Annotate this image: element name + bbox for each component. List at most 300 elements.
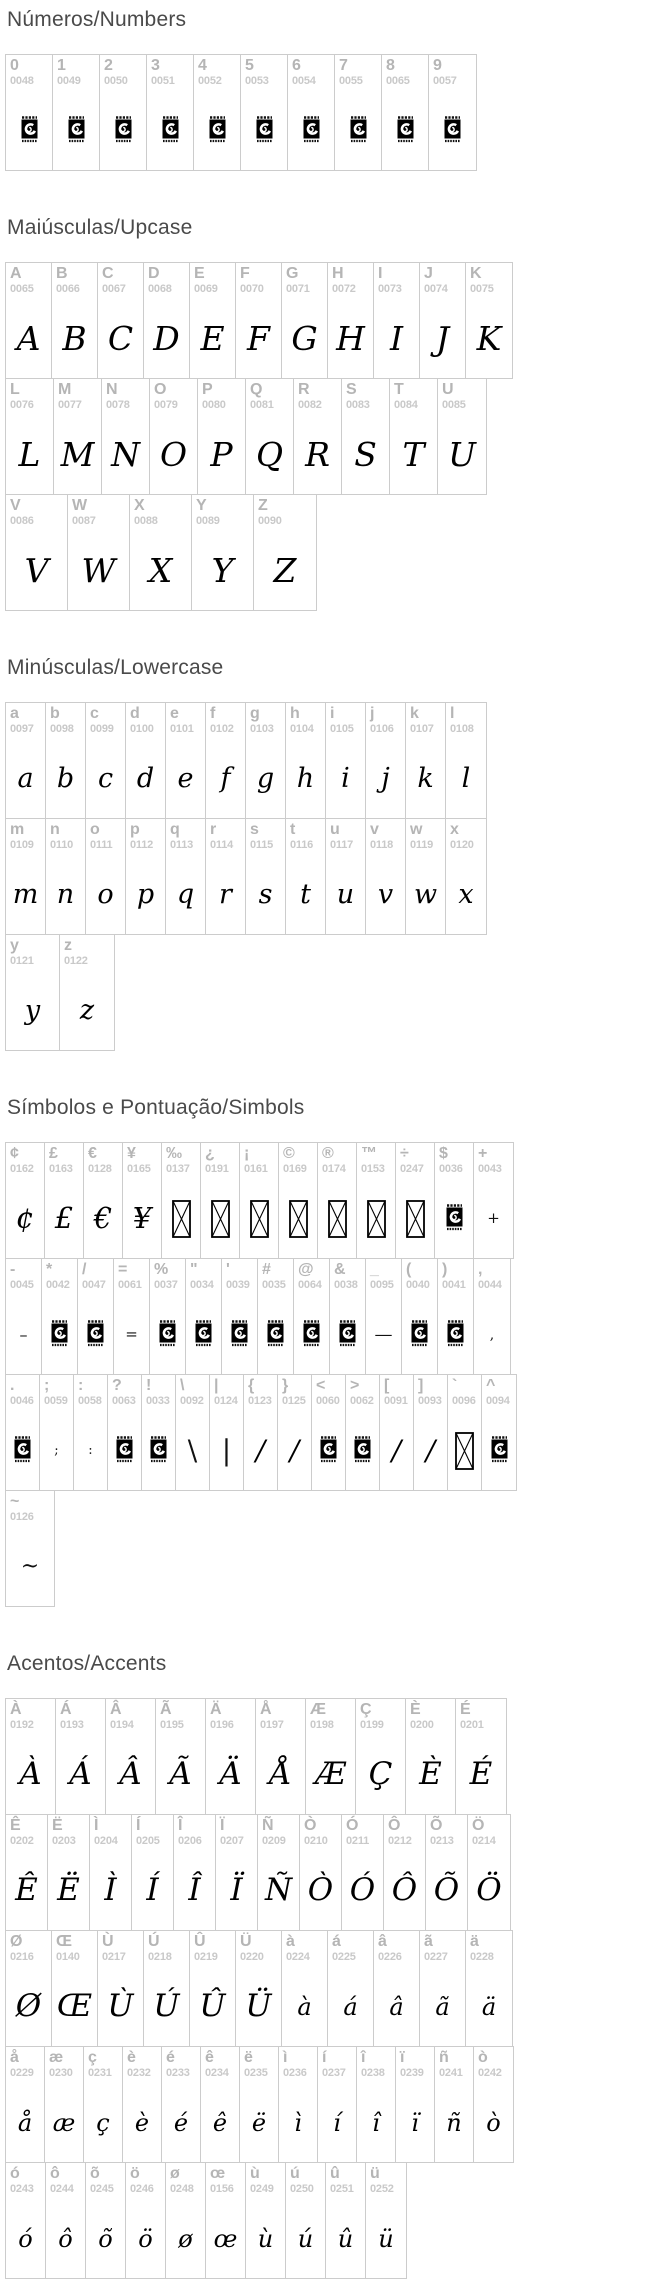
char-cell-0084 [390,379,438,494]
char-unicode: 0060 [316,1394,340,1407]
char-label: ì [283,2049,288,2066]
char-label: > [350,1377,360,1394]
char-cell-0036 [435,1143,474,1258]
char-unicode: 0225 [332,1950,356,1963]
char-unicode: 0088 [134,514,158,527]
char-unicode: 0241 [439,2066,463,2079]
section-3 [5,1096,661,1607]
glyph-preview: È [419,1756,442,1792]
char-unicode: 0038 [334,1278,358,1291]
char-unicode: 0080 [202,398,226,411]
char-label: + [478,1145,488,1162]
char-label: 4 [198,57,207,74]
character-grid [5,54,661,171]
glyph-preview [432,1303,479,1366]
char-unicode: 0207 [220,1834,244,1847]
char-cell-0067 [98,263,144,378]
char-unicode: 0195 [160,1718,184,1731]
foundry-demo-logo-icon [396,116,415,146]
glyph-preview: K [476,319,502,358]
char-label: ¿ [205,1145,215,1162]
char-unicode: 0204 [94,1834,118,1847]
char-unicode: 0206 [178,1834,202,1847]
char-cell-0106 [366,703,406,818]
char-cell-0236 [279,2047,318,2162]
char-label: 8 [386,57,395,74]
section-title: Minúsculas/Lowercase [7,656,224,679]
char-label: û [330,2165,340,2182]
char-unicode: 0203 [52,1834,76,1847]
char-unicode: 0052 [198,74,222,87]
char-unicode: 0116 [290,838,314,851]
glyph-preview [288,1303,335,1366]
char-cell-0098 [46,703,86,818]
glyph-preview: Ô [391,1872,418,1908]
char-cell-0214 [468,1815,510,1930]
section-2 [5,656,661,1051]
glyph-preview: / [391,1433,402,1467]
char-unicode: 0196 [210,1718,234,1731]
notdef-box-icon [172,1200,191,1238]
char-cell-0074 [420,263,466,378]
char-cell-0121 [6,935,60,1050]
char-cell-0122 [60,935,114,1050]
char-cell-0079 [150,379,198,494]
glyph-preview: á [343,1992,358,2021]
char-label: Å [260,1701,272,1718]
char-unicode: 0111 [90,838,113,851]
char-unicode: 0063 [112,1394,136,1407]
char-unicode: 0044 [478,1278,502,1291]
char-unicode: 0093 [418,1394,442,1407]
char-cell-0211 [342,1815,384,1930]
char-unicode: 0226 [378,1950,402,1963]
foundry-demo-logo-icon [194,1320,213,1350]
foundry-demo-logo-icon [349,116,368,146]
char-label: É [460,1701,471,1718]
char-cell-0248 [166,2163,206,2278]
notdef-box-icon [211,1200,230,1238]
char-cell-0225 [328,1931,374,2046]
char-unicode: 0065 [386,74,410,87]
char-unicode: 0161 [244,1162,268,1175]
foundry-demo-logo-icon [158,1320,177,1350]
glyph-preview: Î [188,1872,201,1908]
char-cell-0165 [123,1143,162,1258]
char-label: Ï [220,1817,225,1834]
char-unicode: 0112 [130,838,154,851]
char-unicode: 0244 [50,2182,74,2195]
char-unicode: 0049 [57,74,81,87]
glyph-preview: ë [251,2108,267,2137]
char-cell-0078 [102,379,150,494]
char-unicode: 0227 [424,1950,448,1963]
glyph-preview [36,1303,83,1366]
char-cell-0051 [147,55,194,170]
glyph-preview: Ó [349,1872,376,1908]
char-label: p [130,821,140,838]
char-cell-0195 [156,1699,206,1814]
char-cell-0045 [6,1259,42,1374]
glyph-preview: M [60,435,95,474]
char-label: d [130,705,140,722]
glyph-preview [0,1419,45,1482]
char-label: Ä [210,1701,222,1718]
char-unicode: 0073 [378,282,402,295]
foundry-demo-logo-icon [115,1436,134,1466]
foundry-demo-logo-icon [490,1436,509,1466]
char-cell-0242 [474,2047,513,2162]
character-grid [5,262,661,611]
glyph-preview: Ä [219,1756,242,1792]
char-unicode: 0081 [250,398,274,411]
char-cell-0169 [279,1143,318,1258]
char-unicode: 0105 [330,722,354,735]
char-unicode: 0192 [10,1718,34,1731]
char-label: Ö [472,1817,485,1834]
char-unicode: 0037 [154,1278,178,1291]
char-unicode: 0174 [322,1162,346,1175]
glyph-preview: õ [98,2224,113,2253]
char-label: - [10,1261,16,1278]
char-unicode: 0101 [170,722,194,735]
glyph-preview: ¥ [132,1201,152,1235]
section-0 [5,8,661,171]
char-unicode: 0236 [283,2066,307,2079]
character-grid [5,702,661,1051]
char-label: Ì [94,1817,99,1834]
glyph-preview: ò [486,2108,501,2137]
char-label: O [154,381,167,398]
char-unicode: 0040 [406,1278,430,1291]
char-cell-0194 [106,1699,156,1814]
char-cell-0116 [286,819,326,934]
char-cell-0212 [384,1815,426,1930]
char-cell-0200 [406,1699,456,1814]
char-cell-0073 [374,263,420,378]
char-label: K [470,265,482,282]
char-unicode: 0243 [10,2182,34,2195]
char-label: Ç [360,1701,372,1718]
char-cell-0040 [402,1259,438,1374]
glyph-preview: ó [18,2224,33,2253]
char-cell-0083 [342,379,390,494]
glyph-preview: Ø [15,1988,42,2024]
char-unicode: 0061 [118,1278,142,1291]
char-label: J [424,265,433,282]
char-unicode: 0228 [470,1950,494,1963]
char-unicode: 0070 [240,282,264,295]
char-cell-0192 [6,1699,56,1814]
glyph-preview: Å [269,1756,292,1792]
char-cell-0054 [288,55,335,170]
char-cell-0072 [328,263,374,378]
char-cell-0161 [240,1143,279,1258]
char-unicode: 0232 [127,2066,151,2079]
glyph-preview: € [93,1201,113,1235]
char-unicode: 0057 [433,74,457,87]
glyph-preview [396,1303,443,1366]
glyph-preview [340,1419,385,1482]
char-cell-0086 [6,495,68,610]
glyph-preview [47,99,105,162]
foundry-demo-logo-icon [266,1320,285,1350]
char-cell-0066 [52,263,98,378]
char-cell-0113 [166,819,206,934]
char-label: T [394,381,404,398]
glyph-preview: ê [212,2108,228,2137]
char-unicode: 0043 [478,1162,502,1175]
glyph-preview: p [136,879,155,910]
char-label: b [50,705,60,722]
glyph-preview [180,1303,227,1366]
char-label: Y [196,497,207,514]
character-row [5,494,317,611]
char-label: H [332,265,344,282]
char-unicode: 0201 [460,1718,484,1731]
glyph-preview: û [337,2224,354,2253]
glyph-preview: Â [119,1756,142,1792]
char-unicode: 0034 [190,1278,214,1291]
glyph-preview: C [107,319,134,358]
char-unicode: 0216 [10,1950,34,1963]
glyph-preview: Ç [368,1756,393,1792]
char-label: Ø [10,1933,23,1950]
char-label: a [10,705,19,722]
char-label: € [88,1145,97,1162]
char-unicode: 0117 [330,838,354,851]
foundry-demo-logo-icon [410,1320,429,1350]
glyph-preview: L [18,435,41,474]
char-cell-0118 [366,819,406,934]
foundry-demo-logo-icon [302,1320,321,1350]
char-cell-0091 [380,1375,414,1490]
glyph-preview: e [177,763,194,794]
char-cell-0228 [466,1931,512,2046]
char-label: x [450,821,459,838]
glyph-preview: Ã [169,1756,192,1792]
char-unicode: 0211 [346,1834,370,1847]
char-unicode: 0233 [166,2066,190,2079]
glyph-preview: A [16,319,41,358]
char-unicode: 0072 [332,282,356,295]
char-unicode: 0126 [10,1510,34,1523]
char-unicode: 0169 [283,1162,307,1175]
char-cell-0112 [126,819,166,934]
glyph-preview [102,1419,147,1482]
char-unicode: 0198 [310,1718,334,1731]
glyph-preview [324,1303,371,1366]
glyph-preview: c [97,763,114,794]
char-label: ¢ [10,1145,19,1162]
char-label: F [240,265,250,282]
glyph-preview: H [336,319,365,358]
char-cell-0213 [426,1815,468,1930]
char-unicode: 0097 [10,722,34,735]
char-cell-0058 [74,1375,108,1490]
char-cell-0077 [54,379,102,494]
glyph-preview: Á [69,1756,92,1792]
char-cell-0226 [374,1931,420,2046]
foundry-demo-logo-icon [302,116,321,146]
char-cell-0039 [222,1259,258,1374]
foundry-demo-logo-icon [255,116,274,146]
char-label: l [450,705,455,722]
char-cell-0103 [246,703,286,818]
char-unicode: 0071 [286,282,310,295]
glyph-preview: u [336,879,355,910]
char-label: B [56,265,68,282]
char-label: 2 [104,57,113,74]
char-cell-0235 [240,2047,279,2162]
section-4 [5,1652,661,2279]
notdef-box-icon [328,1200,347,1238]
char-cell-0088 [130,495,192,610]
character-row [5,2162,407,2279]
glyph-preview [195,1187,245,1250]
char-unicode: 0247 [400,1162,424,1175]
section-title: Símbolos e Pontuação/Simbols [7,1096,305,1119]
char-cell-0053 [241,55,288,170]
char-unicode: 0048 [10,74,34,87]
char-cell-0089 [192,495,254,610]
char-unicode: 0239 [400,2066,424,2079]
char-unicode: 0041 [442,1278,466,1291]
section-title: Maiúsculas/Upcase [7,216,193,239]
notdef-box-icon [250,1200,269,1238]
char-unicode: 0219 [194,1950,218,1963]
char-unicode: 0107 [410,722,434,735]
char-label: i [330,705,335,722]
char-unicode: 0076 [10,398,34,411]
char-unicode: 0102 [210,722,234,735]
char-label: _ [370,1261,379,1278]
char-cell-0068 [144,263,190,378]
glyph-preview: w [413,879,438,910]
glyph-preview: D [153,319,180,358]
char-cell-0033 [142,1375,176,1490]
char-cell-0251 [326,2163,366,2278]
char-unicode: 0205 [136,1834,160,1847]
char-unicode: 0033 [146,1394,170,1407]
char-cell-0123 [244,1375,278,1490]
char-label: A [10,265,22,282]
glyph-preview: I [389,319,404,358]
character-row [5,378,487,495]
char-label: s [250,821,259,838]
section-title: Acentos/Accents [7,1652,167,1675]
char-cell-0082 [294,379,342,494]
char-unicode: 0212 [388,1834,412,1847]
glyph-preview: = [125,1325,138,1343]
glyph-preview [442,1419,487,1482]
char-label: œ [210,2165,226,2182]
char-cell-0109 [6,819,46,934]
char-label: W [72,497,88,514]
char-cell-0238 [357,2047,396,2162]
char-unicode: 0231 [88,2066,112,2079]
glyph-preview: Ê [15,1872,38,1908]
glyph-preview: F [247,319,270,358]
glyph-preview: é [173,2108,189,2137]
char-cell-0114 [206,819,246,934]
char-label: N [106,381,118,398]
char-label: Ô [388,1817,401,1834]
char-label: y [10,937,19,954]
glyph-preview: Ü [245,1988,272,2024]
char-cell-0126 [6,1491,54,1606]
char-label: ë [244,2049,253,2066]
char-cell-0232 [123,2047,162,2162]
char-unicode: 0125 [282,1394,306,1407]
char-cell-0117 [326,819,366,934]
foundry-demo-logo-icon [161,116,180,146]
char-unicode: 0121 [10,954,34,967]
glyph-preview: E [200,319,225,358]
glyph-preview: œ [213,2224,238,2253]
glyph-preview [234,1187,284,1250]
char-cell-0063 [108,1375,142,1490]
char-unicode: 0069 [194,282,218,295]
char-cell-0035 [258,1259,294,1374]
char-label: & [334,1261,346,1278]
glyph-preview: / [425,1433,436,1467]
char-cell-0038 [330,1259,366,1374]
char-label: , [478,1261,483,1278]
char-label: Õ [430,1817,443,1834]
foundry-demo-logo-icon [445,1204,464,1234]
char-unicode: 0042 [46,1278,70,1291]
foundry-demo-logo-icon [50,1320,69,1350]
glyph-preview: Ë [57,1872,80,1908]
glyph-preview: / [255,1433,266,1467]
glyph-preview [476,1419,522,1482]
char-label: $ [439,1145,448,1162]
char-label: 5 [245,57,254,74]
glyph-preview: ¢ [15,1201,35,1235]
char-cell-0095 [366,1259,402,1374]
char-unicode: 0137 [166,1162,190,1175]
foundry-demo-logo-icon [67,116,86,146]
char-cell-0046 [6,1375,40,1490]
char-cell-0108 [446,703,486,818]
char-label: . [10,1377,15,1394]
char-label: ^ [486,1377,496,1394]
glyph-preview: Ö [476,1872,502,1908]
glyph-preview [156,1187,206,1250]
char-unicode: 0096 [452,1394,476,1407]
char-unicode: 0108 [450,722,474,735]
char-label: X [134,497,145,514]
char-label: " [190,1261,198,1278]
char-cell-0092 [176,1375,210,1490]
glyph-preview: è [134,2108,150,2137]
glyph-preview: o [97,879,114,910]
glyph-preview: É [469,1756,493,1792]
char-label: Î [178,1817,183,1834]
char-label: 0 [10,57,19,74]
char-cell-0099 [86,703,126,818]
char-cell-0125 [278,1375,312,1490]
character-row [5,818,487,935]
char-label: Ê [10,1817,21,1834]
char-unicode: 0122 [64,954,88,967]
glyph-preview [141,99,199,162]
glyph-preview: X [148,551,173,590]
char-label: é [166,2049,175,2066]
char-label: æ [49,2049,64,2066]
char-label: w [410,821,423,838]
